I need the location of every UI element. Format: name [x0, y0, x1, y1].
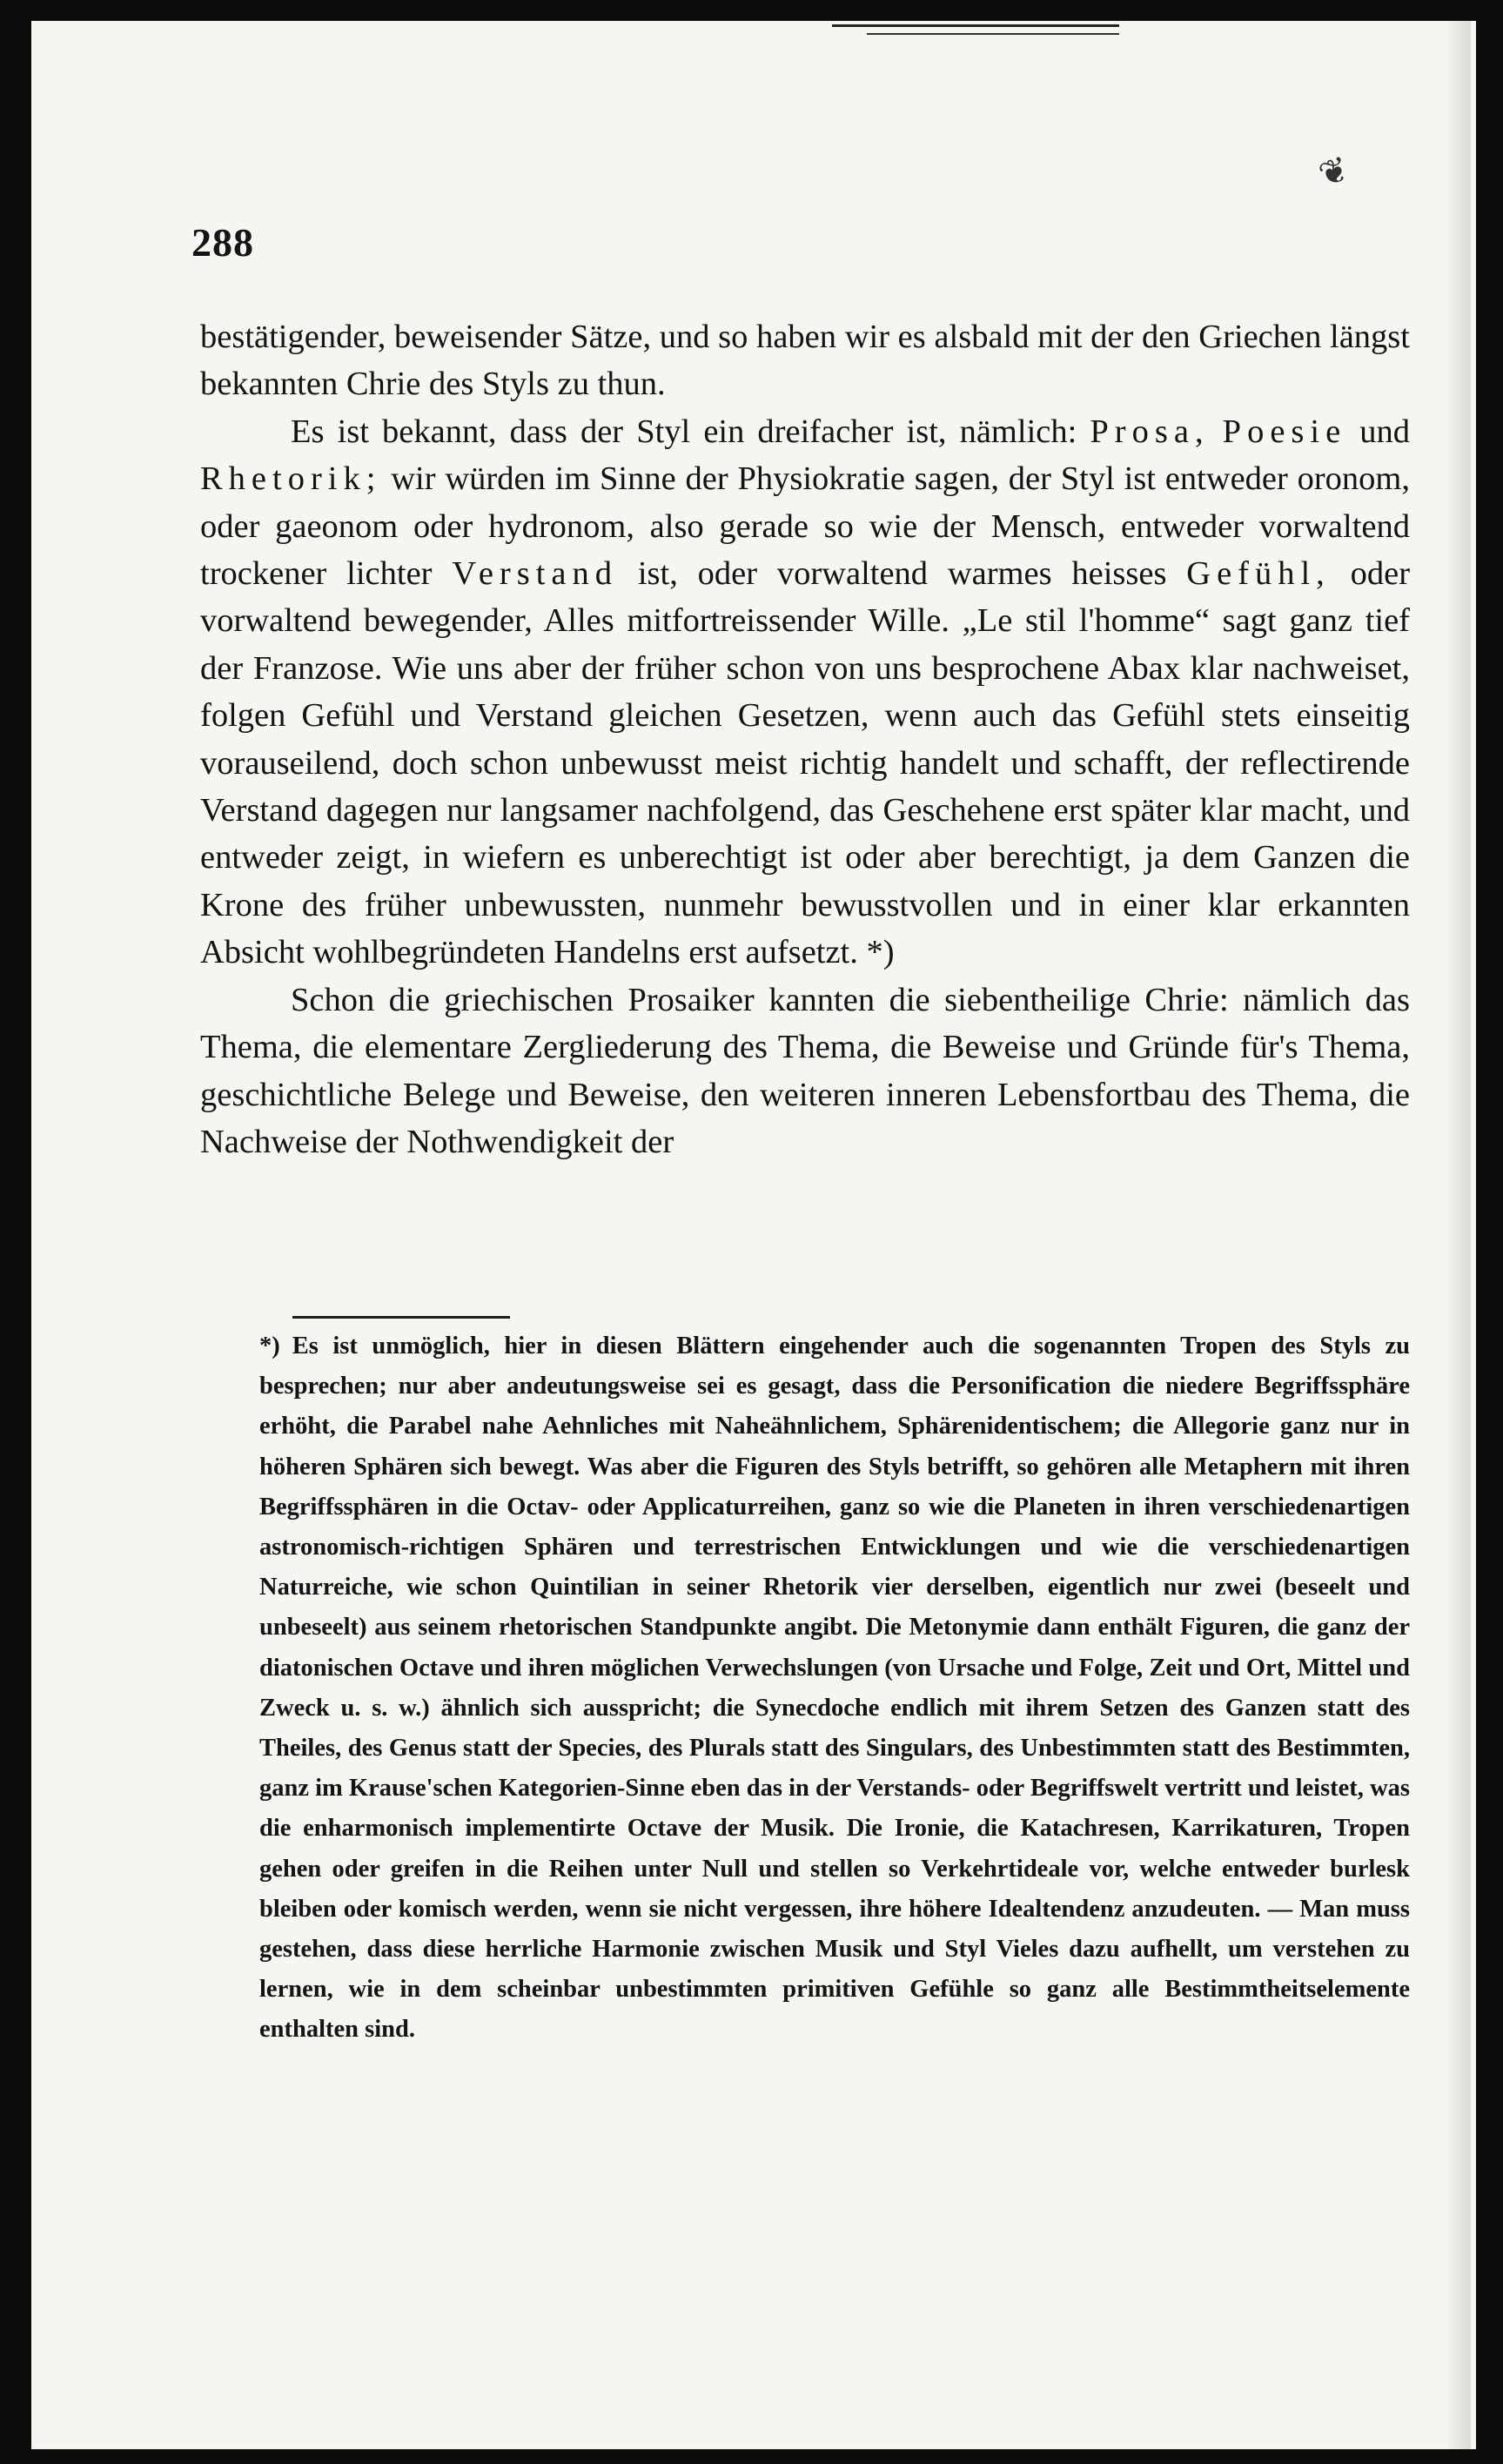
paragraph-3: Schon die griechischen Prosaiker kannten die siebentheilige Chrie: nämlich das Thema, die elementare Zergliederung des Thema, die Beweise und Gründe für's Thema, geschichtliche Belege und Beweise, den weiteren inneren Lebensfortbau des Thema, die Nachweise der Nothwendigkeit der [200, 981, 1410, 1160]
book-page [31, 21, 1476, 2449]
word-und: und [1359, 413, 1411, 450]
paragraph-2-part-d: oder vorwaltend bewegender, Alles mitfortreissender Wille. „Le stil l'homme“ sagt ganz tief der Franzose. Wie uns aber der früher schon von uns besprochene Abax klar nachweiset, folgen Gefühl und Verstand gleichen Gesetzen, wenn auch das Gefühl stets einseitig vorauseilend, doch schon unbewusst meist richtig handelt und schafft, der reflectirende Verstand dagegen nur langsamer nachfolgend, das Geschehene erst später klar macht, und entweder zeigt, in wiefern es unberechtigt ist oder aber berechtigt, ja dem Ganzen die Krone des früher unbewussten, nunmehr bewusstvollen und in einer klar erkannten Absicht wohlbegründeten Handelns erst aufsetzt. *) [200, 555, 1411, 971]
scan-artifact-rule [832, 24, 1119, 27]
footnote-divider [292, 1316, 510, 1319]
paragraph-2-part-b: wir würden im Sinne der Physiokratie sagen, der Styl ist entweder oronom, oder gaeonom oder hydronom, also gerade so wie der Mensch, entweder vorwaltend trockener lichter [200, 460, 1410, 593]
emphasis-prosa: Prosa, [1090, 413, 1210, 450]
page-number: 288 [191, 220, 254, 265]
paragraph-1: bestätigender, beweisender Sätze, und so haben wir es alsbald mit der den Griechen längst bekannten Chrie des Styls zu thun. [200, 319, 1410, 403]
emphasis-verstand: Verstand [452, 555, 619, 593]
scan-artifact-rule-2 [867, 33, 1119, 35]
footnote [259, 1326, 1410, 2051]
ink-speck: ❦ [1313, 148, 1355, 196]
paragraph-2-part-a: Es ist bekannt, dass der Styl ein dreifacher ist, nämlich: [291, 413, 1077, 450]
emphasis-rhetorik: Rhetorik; [200, 460, 382, 498]
paragraph-2-part-c: ist, oder vorwaltend warmes heisses [637, 555, 1167, 593]
emphasis-gefuehl: Gefühl, [1186, 555, 1331, 593]
main-text [200, 313, 1410, 1165]
footnote-marker: *) [259, 1333, 280, 1360]
scan-edge [1448, 21, 1471, 2449]
footnote-text: Es ist unmöglich, hier in diesen Blättern eingehender auch die sogenannten Tropen des Styls zu besprechen; nur aber andeutungsweise sei es gesagt, dass die Personification die niedere Begriffssphäre erhöht, die Parabel nahe Aehnliches mit Naheähnlichem, Sphärenidentischem; die Allegorie ganz nur in höheren Sphären sich bewegt. Was aber die Figuren des Styls betrifft, so gehören alle Metaphern mit ihren Begriffssphären in die Octav- oder Applicaturreihen, ganz so wie die Planeten in ihren verschiedenartigen astronomisch-richtigen Sphären und terrestrischen Entwicklungen und wie die verschiedenartigen Naturreiche, wie schon Quintilian in seiner Rhetorik vier derselben, eigentlich nur zwei (beseelt und unbeseelt) aus seinem rhetorischen Standpunkte angibt. Die Metonymie dann enthält Figuren, die ganz der diatonischen Octave und ihren möglichen Verwechslungen (von Ursache und Folge, Zeit und Ort, Mittel und Zweck u. s. w.) ähnlich sich ausspricht; die Synecdoche endlich mit ihrem Setzen des Ganzen statt des Theiles, des Genus statt der Species, des Plurals statt des Singulars, des Unbestimmten statt des Bestimmten, ganz im Krause'schen Kategorien-Sinne eben das in der Verstands- oder Begriffswelt vertritt und leistet, was die enharmonisch implementirte Octave der Musik. Die Ironie, die Katachresen, Karrikaturen, Tropen gehen oder greifen in die Reihen unter Null und stellen so Verkehrtideale vor, welche entweder burlesk bleiben oder komisch werden, wenn sie nicht vergessen, ihre höhere Idealtendenz anzudeuten. — Man muss gestehen, dass diese herrliche Harmonie zwischen Musik und Styl Vieles dazu aufhellt, um verstehen zu lernen, wie in dem scheinbar unbestimmten primitiven Gefühle so ganz alle Bestimmtheitselemente enthalten sind. [259, 1333, 1410, 2044]
paragraph-2 [200, 408, 1410, 977]
emphasis-poesie: Poesie [1222, 413, 1347, 450]
